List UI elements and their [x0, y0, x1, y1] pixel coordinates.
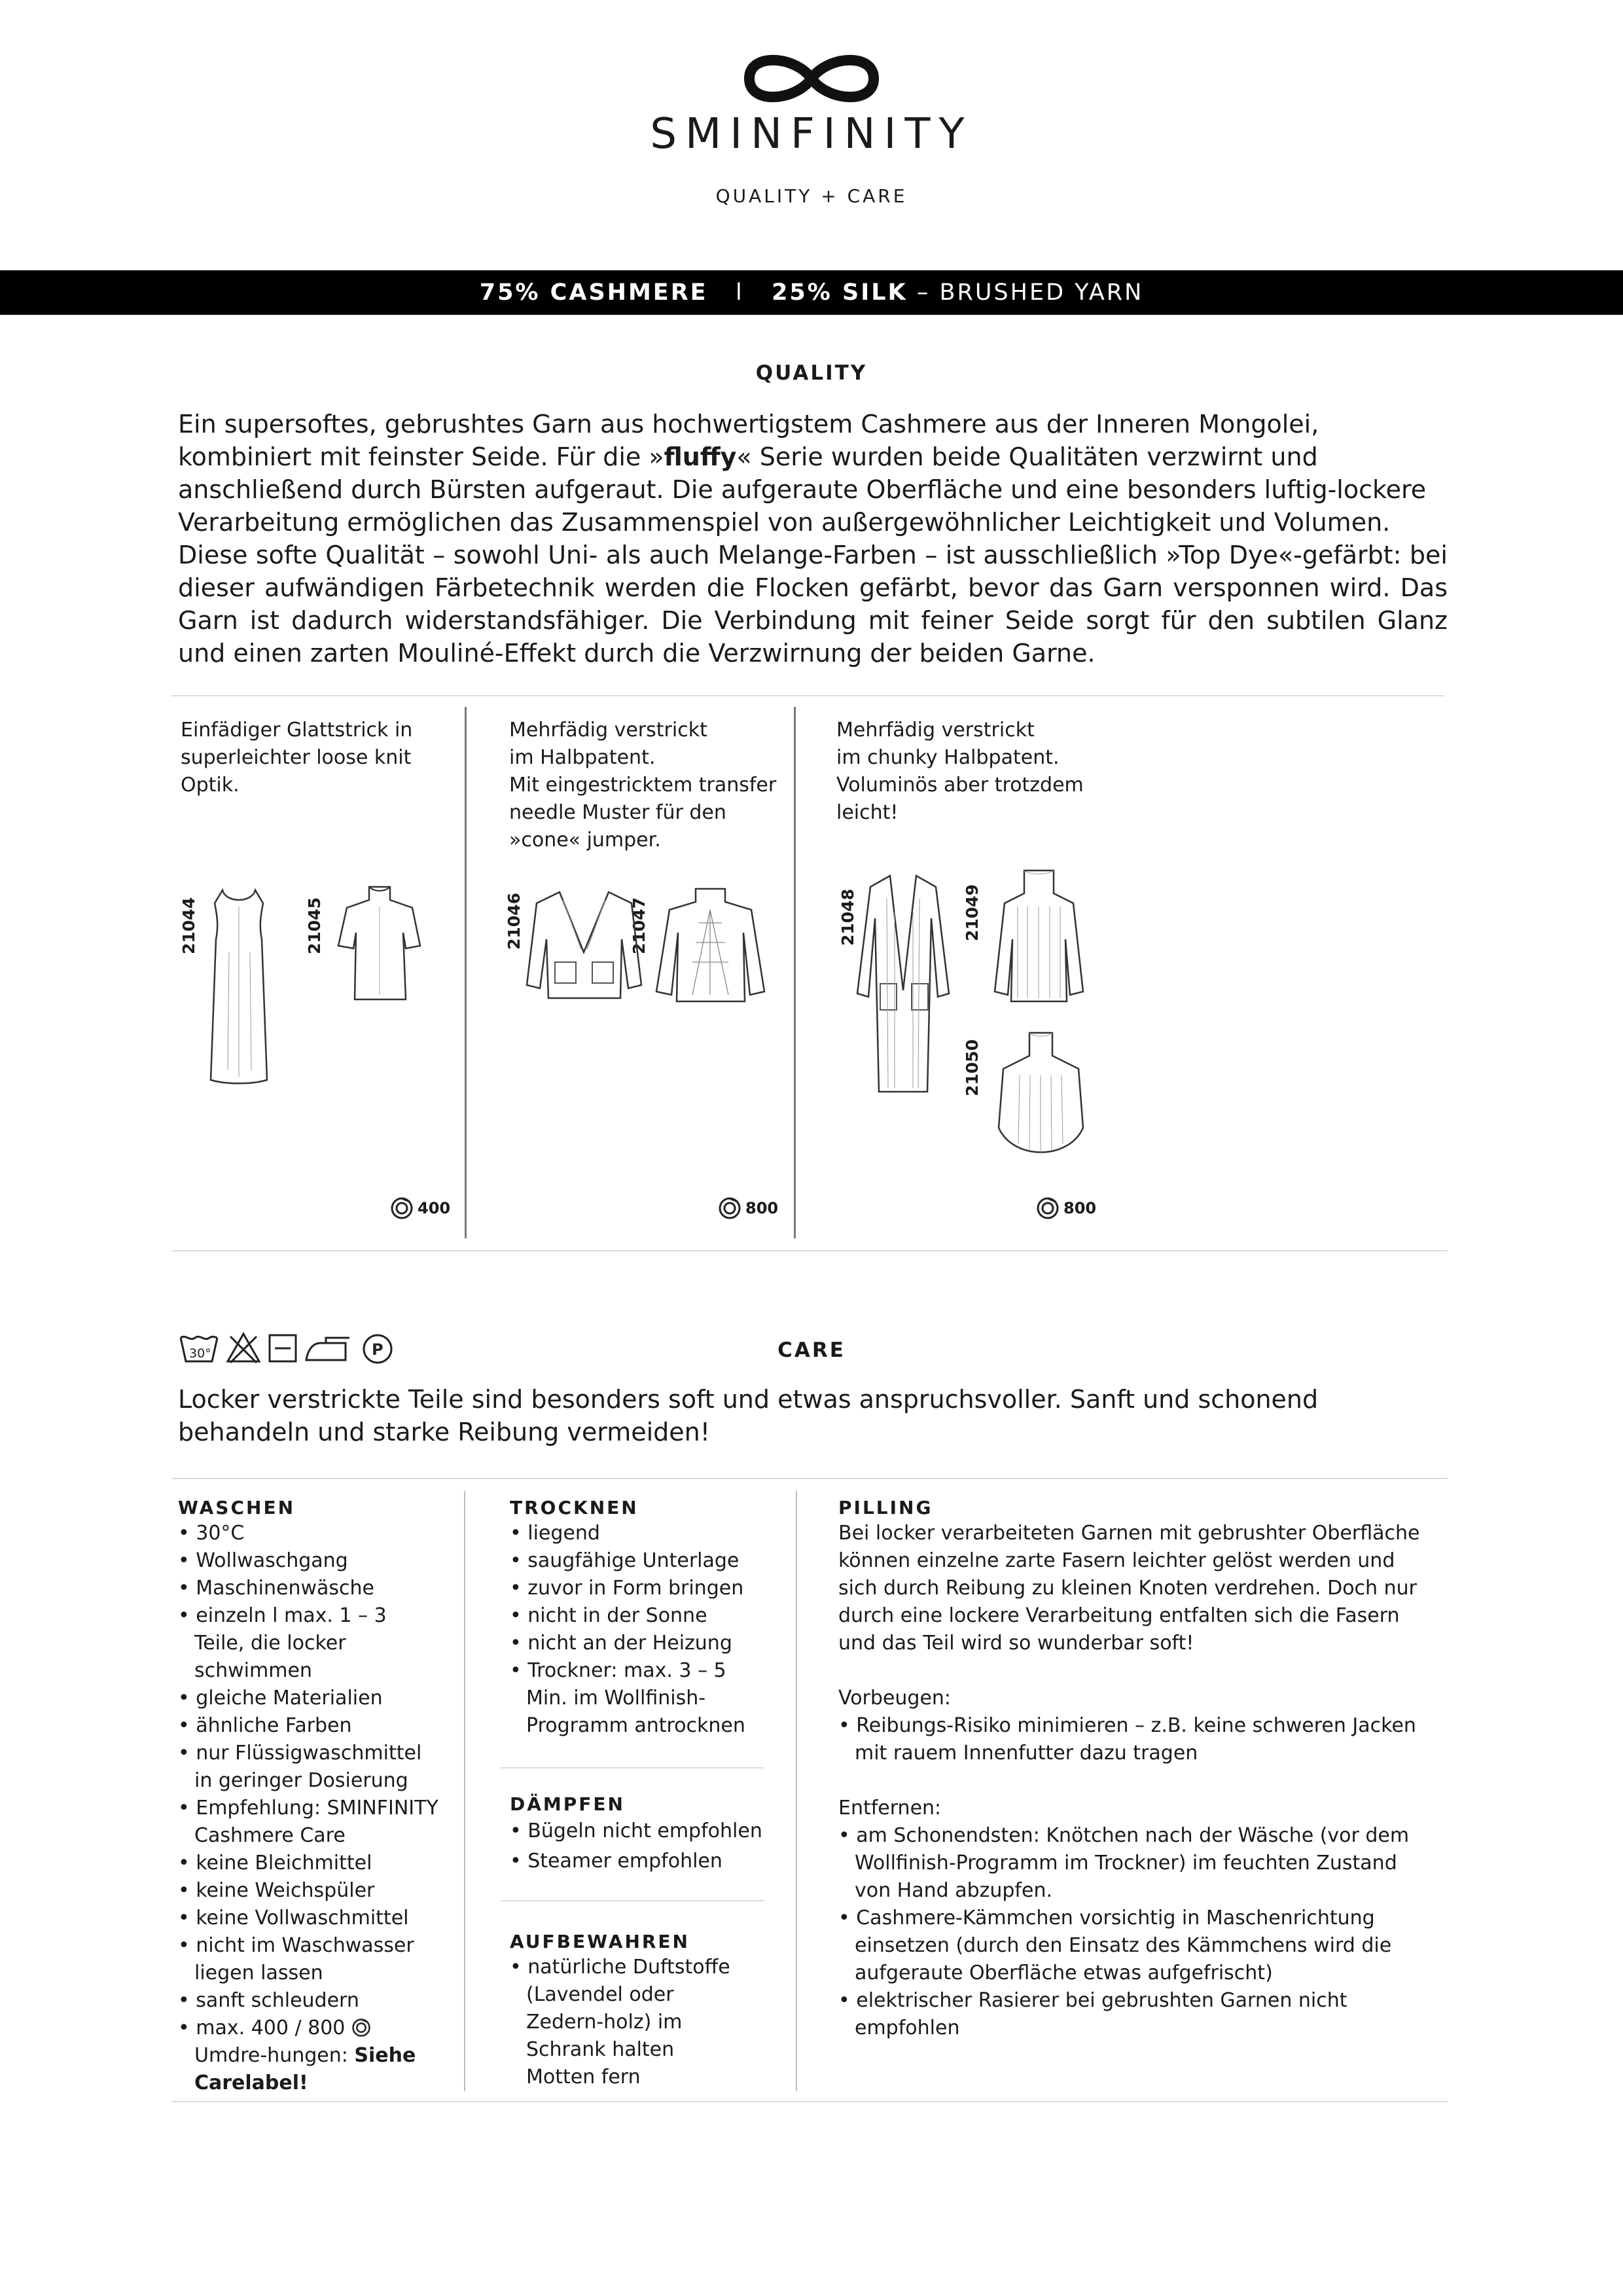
garment-code: 21047: [630, 897, 649, 954]
spin-speed-indicator: [390, 1196, 450, 1220]
divider: [171, 695, 1444, 696]
cardigan-sketch-icon: [524, 887, 645, 1008]
divider: [171, 1250, 1448, 1251]
pilling-remove-label: Entfernen:: [838, 1797, 942, 1820]
list-item: • zuvor in Form bringen: [510, 1575, 772, 1602]
list-item: • 30°C: [178, 1520, 440, 1547]
trocknen-section: [510, 1497, 772, 1740]
poncho-sweater-sketch-icon: [993, 1030, 1088, 1167]
list-item: • keine Bleichmittel: [178, 1850, 440, 1877]
banner-cashmere: 75% CASHMERE: [479, 279, 708, 306]
infinity-logo-icon: [733, 49, 890, 108]
list-item: • Bügeln nicht empfohlen: [510, 1816, 772, 1846]
garment-code: 21048: [838, 889, 857, 946]
dress-sketch-icon: [203, 887, 275, 1086]
quality-text-c: Diese softe Qualität – sowohl Uni- als auch Melange-Farben – ist ausschließlich »Top Dye«-gefärbt: bei dieser aufwändigen Färbetechnik werden die Flocken gefärbt, bevor das Garn versponnen wird. Das Garn ist dadurch widerstandsfähiger. Die Verbindung mit feiner Seide sorgt für den subtilen Glanz und einen zarten Mouliné-Effekt durch die Verzwirnung der beiden Garne.: [178, 541, 1448, 668]
banner-separator: l: [735, 279, 744, 306]
list-item: • keine Vollwaschmittel: [178, 1905, 440, 1932]
brand-tagline: QUALITY + CARE: [715, 185, 908, 207]
brand-name: SMINFINITY: [650, 110, 973, 158]
tshirt-sketch-icon: [335, 880, 423, 1005]
wash-temperature: 30°: [189, 1346, 211, 1361]
list-item: • am Schonendsten: Knötchen nach der Wäsche (vor dem Wollfinish-Programm im Trockner) im feuchten Zustand von Hand abzupfen.: [838, 1822, 1427, 1905]
daempfen-title: DÄMPFEN: [510, 1793, 625, 1815]
spin-speed-indicator: [1036, 1196, 1096, 1220]
care-intro: Locker verstrickte Teile sind besonders soft und etwas anspruchsvoller. Sanft und schonend behandeln und starke Reibung vermeiden!: [178, 1385, 1319, 1446]
column-divider: [465, 707, 467, 1238]
garment-code: 21044: [179, 897, 198, 954]
aufbewahren-section: [510, 1931, 772, 2091]
garment-caption-2: Mehrfädig verstrickt im Halbpatent. Mit eingestricktem transfer needle Muster für den »cone« jumper.: [509, 719, 777, 852]
spin-speed-value: 800: [1063, 1199, 1097, 1217]
list-item: • nicht im Waschwasser liegen lassen: [178, 1932, 440, 1987]
yarn-skein-icon: [1036, 1196, 1060, 1220]
long-cardigan-sketch-icon: [854, 872, 952, 1098]
list-item: • saugfähige Unterlage: [510, 1547, 772, 1575]
yarn-skein-icon: [718, 1196, 741, 1220]
list-item: • nur Flüssigwaschmittel in geringer Dosierung: [178, 1740, 440, 1795]
column-divider: [794, 707, 796, 1238]
list-item: • gleiche Materialien: [178, 1685, 440, 1712]
column-divider: [796, 1491, 797, 2091]
list-item: • nicht in der Sonne: [510, 1602, 772, 1630]
divider: [171, 1478, 1448, 1479]
spin-speed-value: 400: [418, 1199, 451, 1217]
garment-caption-1: Einfädiger Glattstrick in superleichter loose knit Optik.: [181, 719, 413, 797]
garment-caption-3: Mehrfädig verstrickt im chunky Halbpatent. Voluminös aber trotzdem leicht!: [836, 719, 1084, 824]
list-item: • keine Weichspüler: [178, 1877, 440, 1905]
garment-code: 21045: [305, 897, 324, 954]
svg-text:P: P: [372, 1340, 383, 1359]
waschen-section: [178, 1497, 440, 2097]
carelabel-note: Siehe Carelabel!: [194, 2044, 416, 2094]
list-item: [178, 2015, 440, 2097]
list-item: • Steamer empfohlen: [510, 1846, 772, 1876]
list-item: • ähnliche Farben: [178, 1712, 440, 1740]
list-item: • Empfehlung: SMINFINITY Cashmere Care: [178, 1795, 440, 1850]
list-item: • Cashmere-Kämmchen vorsichtig in Maschenrichtung einsetzen (durch den Einsatz des Kämmchens wird die aufgeraute Oberfläche etwas aufgefrischt): [838, 1905, 1427, 1987]
pilling-title: PILLING: [838, 1497, 933, 1518]
column-divider: [464, 1491, 465, 2091]
pilling-prevent-label: Vorbeugen:: [838, 1687, 952, 1710]
pilling-section: [838, 1497, 1427, 2042]
composition-banner: [0, 270, 1623, 315]
pilling-intro: Bei locker verarbeiteten Garnen mit gebrushter Oberfläche können einzelne zarte Fasern leichter gelöst werden und sich durch Reibung zu kleinen Knoten verdrehen. Doch nur durch eine lockere Verarbeitung entfalten sich die Fasern und das Teil wird so wunderbar soft!: [838, 1522, 1420, 1655]
trocknen-title: TROCKNEN: [510, 1497, 639, 1518]
divider: [501, 1767, 764, 1768]
waschen-title: WASCHEN: [178, 1497, 296, 1518]
spin-speed-indicator: [718, 1196, 778, 1220]
care-title: CARE: [777, 1338, 846, 1362]
banner-silk: 25% SILK: [772, 279, 908, 306]
cone-jumper-sketch-icon: [653, 884, 768, 1008]
turtleneck-sweater-sketch-icon: [991, 867, 1086, 1008]
list-item: • nicht an der Heizung: [510, 1630, 772, 1657]
quality-text: [178, 408, 1448, 670]
garment-code: 21049: [963, 884, 982, 941]
list-item: • natürliche Duftstoffe (Lavendel oder Zedern-holz) im Schrank halten Motten fern: [510, 1954, 745, 2091]
list-item: • sanft schleudern: [178, 1987, 440, 2015]
list-item: • Wollwaschgang: [178, 1547, 440, 1575]
quality-text-a: Ein supersoftes, gebrushtes Garn aus hochwertigstem Cashmere aus der Inneren Mongolei, kombiniert mit feinster Seide. Für die »: [178, 410, 1319, 471]
list-item: • Reibungs-Risiko minimieren – z.B. keine schweren Jacken mit rauem Innenfutter dazu tragen: [838, 1712, 1427, 1767]
yarn-skein-icon: [351, 2018, 371, 2037]
spin-limit-text: max. 400 / 800: [196, 2017, 346, 2039]
daempfen-section: [510, 1793, 772, 1876]
list-item: • elektrischer Rasierer bei gebrushten Garnen nicht empfohlen: [838, 1987, 1427, 2042]
garment-code: 21046: [505, 893, 524, 950]
quality-text-b: « Serie wurden beide Qualitäten verzwirnt und anschließend durch Bürsten aufgeraut. Die aufgeraute Oberfläche und eine besonders luftig-lockere Verarbeitung ermöglichen das Zusammenspiel von außergewöhnlicher Leichtigkeit und Volumen.: [178, 442, 1427, 537]
divider: [501, 1900, 764, 1901]
list-item: • liegend: [510, 1520, 772, 1547]
spin-speed-value: 800: [745, 1199, 779, 1217]
banner-dash: –: [916, 279, 931, 306]
quality-text-bold: fluffy: [664, 442, 737, 471]
list-item: • Maschinenwäsche: [178, 1575, 440, 1602]
banner-yarn: BRUSHED YARN: [939, 279, 1144, 306]
aufbewahren-title: AUFBEWAHREN: [510, 1931, 690, 1952]
quality-title: QUALITY: [755, 361, 868, 385]
spin-limit-text-b: Umdre-hungen:: [194, 2044, 348, 2067]
list-item: • Trockner: max. 3 – 5 Min. im Wollfinish-Programm antrocknen: [510, 1657, 772, 1740]
garment-code: 21050: [963, 1039, 982, 1096]
yarn-skein-icon: [390, 1196, 414, 1220]
divider: [171, 2101, 1448, 2102]
list-item: • einzeln l max. 1 – 3 Teile, die locker schwimmen: [178, 1602, 440, 1685]
